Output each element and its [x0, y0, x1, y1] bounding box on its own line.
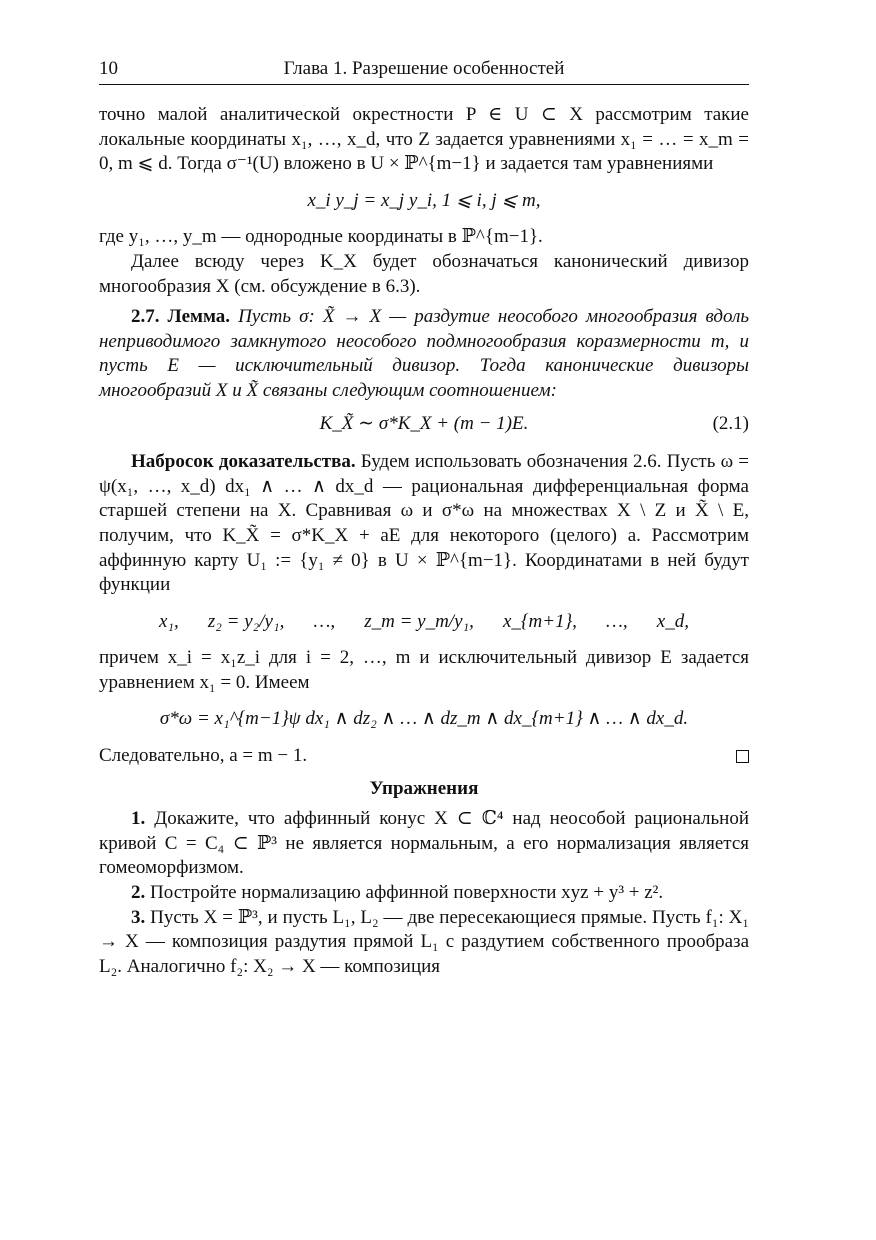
lemma-2-7: [99, 305, 749, 403]
page-body: [99, 103, 749, 979]
proof-conclusion-text: Следовательно, a = m − 1.: [99, 745, 308, 767]
exercise-2: [99, 881, 749, 906]
proof-label: Набросок доказательства.: [131, 451, 356, 473]
coord-item: x₁,: [159, 610, 179, 632]
coord-item: …,: [606, 610, 628, 632]
paragraph-homogeneous-coords: где y₁, …, y_m — однородные координаты в ℙ^{m−1}.: [99, 226, 543, 248]
equation-2-1: [99, 412, 749, 437]
page-number: 10: [99, 58, 118, 79]
lemma-label: 2.7. Лемма.: [131, 306, 231, 328]
coord-item: x_{m+1},: [503, 610, 577, 632]
coord-item: x_d,: [656, 610, 689, 632]
equation-2-1-number: (2.1): [712, 412, 749, 434]
equation-blowup-local: x_i y_j = x_j y_i, 1 ⩽ i, j ⩽ m,: [307, 189, 541, 211]
exercise-3: [99, 906, 749, 980]
qed-square-icon: [736, 750, 749, 763]
chart-coordinates: [99, 610, 749, 635]
coord-item: z_m = y_m/y₁,: [364, 610, 474, 632]
coord-item: z₂ = y₂/y₁,: [207, 610, 285, 632]
running-title: Глава 1. Разрешение особенностей: [283, 58, 565, 79]
paragraph-continuation: точно малой аналитической окрестности P ∈ U ⊂ X рассмотрим такие локальные координаты x₁, …, x_d, что Z задается уравнениями x₁ = … = x_m = 0, m ⩽ d. Тогда σ⁻¹(U) вложено в U × ℙ^{m−1} и задается там уравнениями: [99, 104, 749, 175]
lemma-statement: Пусть σ: X̃ → X — раздутие неособого многообразия вдоль неприводимого замкнутого неособого подмногообразия коразмерности m, и пусть E — исключительный дивизор. Тогда канонические дивизоры многообразий X и X̃ связаны следующим соотношением:: [99, 306, 750, 401]
section-title-exercises: Упражнения: [369, 777, 479, 799]
exercise-label: 2.: [131, 882, 146, 904]
exercise-label: 3.: [131, 906, 146, 928]
exercise-text: Постройте нормализацию аффинной поверхности xyz + y³ + z².: [150, 882, 664, 904]
paragraph-canonical-divisor: Далее всюду через K_X будет обозначаться канонический дивизор многообразия X (см. обсуждение в 6.3).: [99, 250, 749, 297]
running-header: [99, 56, 749, 85]
paragraph-exceptional-divisor: причем x_i = x₁z_i для i = 2, …, m и исключительный дивизор E задается уравнением x₁ = 0. Имеем: [99, 647, 749, 693]
exercise-text: Пусть X = ℙ³, и пусть L₁, L₂ — две пересекающиеся прямые. Пусть f₁: X₁ → X — композиция раздутия прямой L₁ с раздутием собственного прообраза L₂. Аналогично f₂: X₂ → X — композиция: [99, 906, 749, 977]
equation-pullback-form: σ*ω = x₁^{m−1}ψ dx₁ ∧ dz₂ ∧ … ∧ dz_m ∧ dx_{m+1} ∧ … ∧ dx_d.: [159, 708, 689, 730]
equation-2-1-formula: K_X̃ ∼ σ*K_X + (m − 1)E.: [319, 412, 529, 434]
exercise-text: Докажите, что аффинный конус X ⊂ ℂ⁴ над неособой рациональной кривой C = C₄ ⊂ ℙ³ не является нормальным, а его нормализация является гомеоморфизмом.: [99, 808, 750, 879]
proof-conclusion: [99, 744, 749, 769]
proof-text: Будем использовать обозначения 2.6. Пусть ω = ψ(x₁, …, x_d) dx₁ ∧ … ∧ dx_d — рациональная дифференциальная форма старшей степени на X. Сравнивая ω и σ*ω на множествах X \ Z и X̃ \ E, получим, что K_X̃ = σ*K_X + aE для некоторого (целого) a. Рассмотрим аффинную карту U₁ := {y₁ ≠ 0} в U × ℙ^{m−1}. Координатами в ней будут функции: [99, 451, 749, 596]
coord-item: …,: [313, 610, 336, 632]
exercise-1: [99, 807, 749, 881]
exercise-label: 1.: [131, 808, 146, 830]
proof-sketch: [99, 450, 749, 598]
